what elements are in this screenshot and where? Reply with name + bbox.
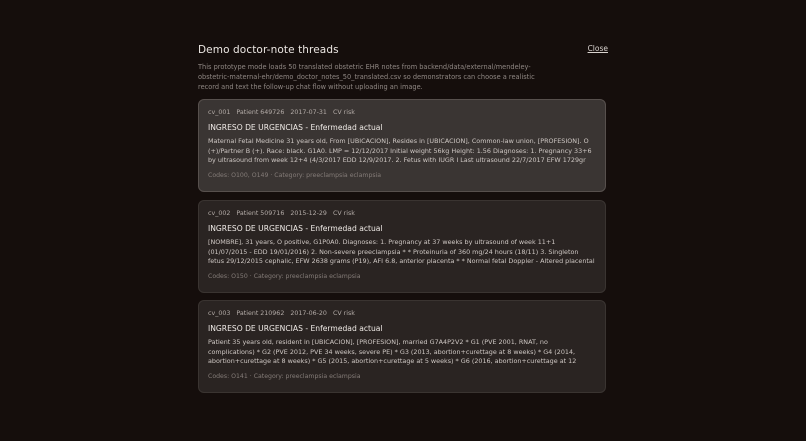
thread-meta — [208, 108, 596, 117]
thread-date: 2017-06-20 — [290, 310, 327, 317]
thread-patient: Patient 649726 — [236, 109, 285, 116]
thread-body: Patient 35 years old, resident in [UBICACION], [PROFESION], married G7A4P2V2 * G1 (PVE 2001, RNAT, no complications) * G2 (PVE 2012, PVE 34 weeks, severe PE) * G3 (2013, abortion+curettage at 8 weeks) * G4 (2014, abortion+curettage at 8 weeks) * G5 (2015, abortion+curettage at 5 weeks) * G6 (2016, abortion+curettage at 12 — [208, 338, 577, 366]
thread-meta — [208, 209, 596, 218]
thread-card[interactable] — [198, 99, 606, 192]
thread-codes: Codes: O141 · Category: preeclampsia eclampsia — [208, 373, 361, 380]
thread-id: cv_001 — [208, 109, 231, 116]
thread-risk: CV risk — [332, 109, 355, 116]
close-button[interactable]: Close — [587, 44, 608, 53]
thread-codes: Codes: O150 · Category: preeclampsia eclampsia — [208, 273, 361, 280]
thread-title: INGRESO DE URGENCIAS - Enfermedad actual — [208, 224, 383, 233]
thread-risk: CV risk — [332, 210, 355, 217]
modal-title: Demo doctor-note threads — [198, 44, 339, 56]
thread-patient: Patient 509716 — [236, 210, 285, 217]
thread-date: 2017-07-31 — [290, 109, 327, 116]
modal-header — [198, 44, 610, 60]
thread-title: INGRESO DE URGENCIAS - Enfermedad actual — [208, 123, 383, 132]
thread-codes: Codes: O100, O149 · Category: preeclampsia eclampsia — [208, 172, 382, 179]
thread-meta — [208, 309, 596, 318]
thread-patient: Patient 210962 — [236, 310, 285, 317]
thread-card[interactable] — [198, 200, 606, 293]
thread-date: 2015-12-29 — [290, 210, 327, 217]
thread-body: Maternal Fetal Medicine 31 years old, From [UBICACION], Resides in [UBICACION], Common-law union, [PROFESION]. O (+)/Partner B (+). Race: black. G1A0. LMP = 12/12/2017 Initial weight 56kg Height: 1.56 Diagnoses: 1. Pregnancy 33+6 by ultrasound from week 12+4 (4/3/2017 EDD 12/9/2017. 2. Fetus with IUGR I Last ultrasound 22/7/2017 EFW 1729gr — [208, 137, 592, 165]
thread-title: INGRESO DE URGENCIAS - Enfermedad actual — [208, 324, 383, 333]
thread-id: cv_003 — [208, 310, 231, 317]
thread-id: cv_002 — [208, 210, 231, 217]
thread-card[interactable] — [198, 300, 606, 393]
doctor-note-threads-modal — [198, 40, 610, 400]
thread-body: [NOMBRE], 31 years, O positive, G1P0A0. Diagnoses: 1. Pregnancy at 37 weeks by ultrasound of week 11+1 (01/07/2015 - EDD 19/01/2016) 2. Non-severe preeclampsia * * Proteinuria of 360 mg/24 hours (18/11) 3. Singleton fetus 29/12/2015 cephalic, EFW 2638 grams (P19), AFI 6.8, anterior placenta * * Normal fetal Doppler - Altered placental — [208, 238, 595, 266]
thread-risk: CV risk — [332, 310, 355, 317]
modal-intro: This prototype mode loads 50 translated obstetric EHR notes from backend/data/external/mendeley-obstetric-maternal-ehr/demo_doctor_notes_50_translated.csv so demonstrators can choose a realistic record and text the follow-up chat flow without uploading an image. — [198, 63, 535, 91]
